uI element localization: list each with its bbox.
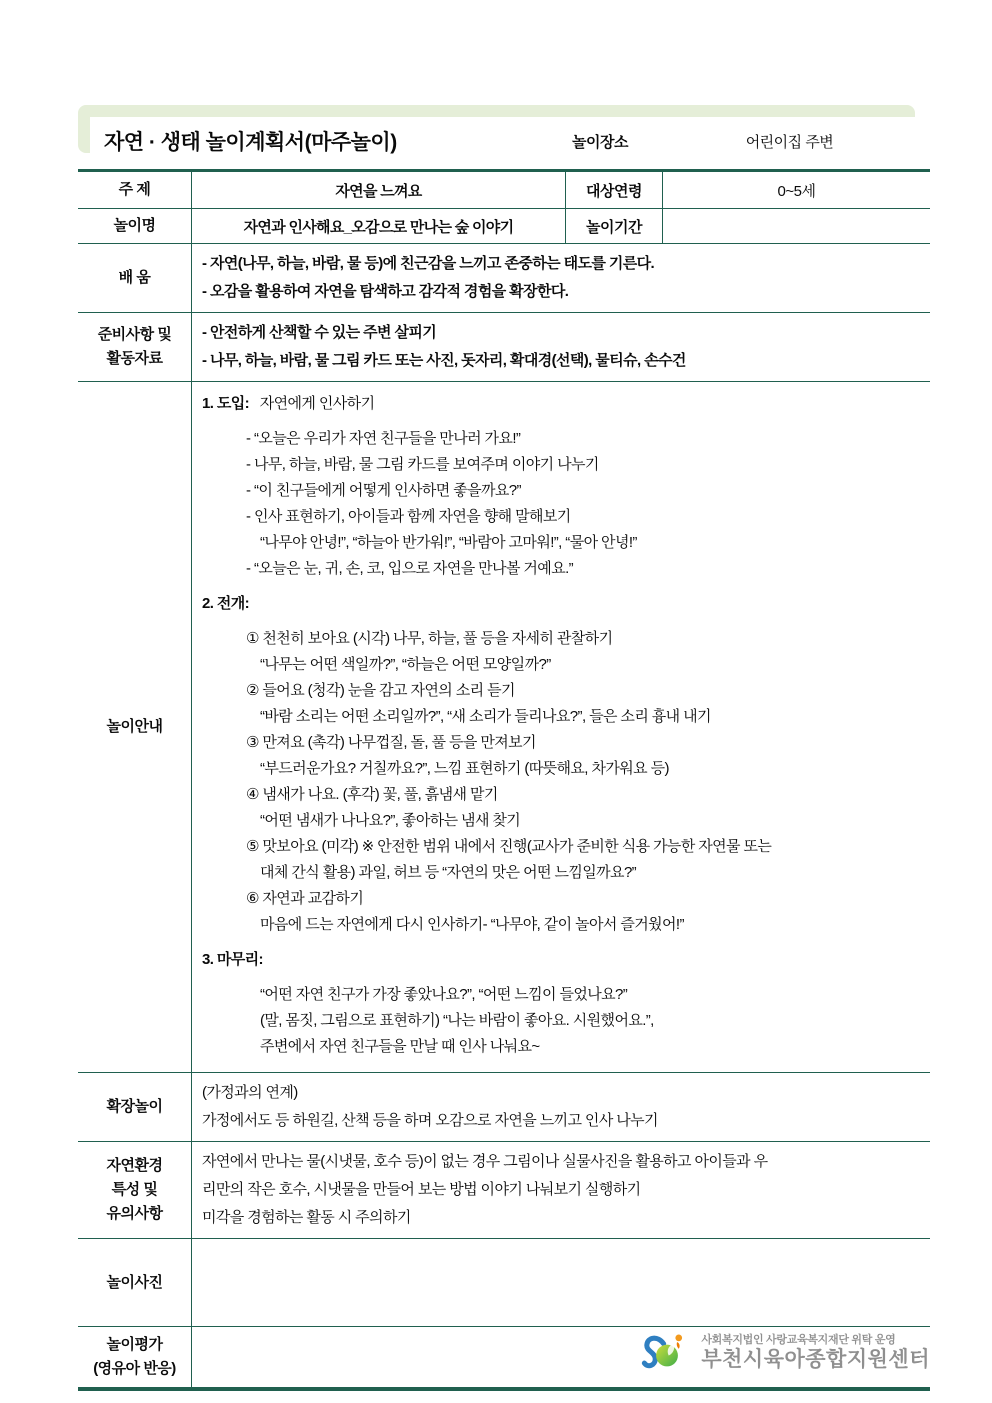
- subject-value: 자연을 느껴요: [335, 182, 422, 200]
- footer-org-note: 사회복지법인 사랑교육복지재단 위탁 운영: [701, 1333, 896, 1346]
- table-row-materials: [78, 313, 930, 382]
- table-row-extension: [78, 1073, 930, 1142]
- materials-content: [192, 313, 930, 381]
- text-line: - “오늘은 우리가 자연 친구들을 만나러 가요!”: [246, 430, 521, 447]
- age-label: 대상연령: [565, 172, 663, 208]
- text-line: ③ 만져요 (촉각) 나무껍질, 돌, 풀 등을 만져보기: [246, 734, 536, 751]
- text-line: “나무는 어떤 색일까?”, “하늘은 어떤 모양일까?”: [260, 656, 551, 673]
- extension-content: [192, 1073, 930, 1141]
- text-line: 마음에 드는 자연에게 다시 인사하기- “나무야, 같이 놀아서 즐거웠어!”: [260, 916, 684, 933]
- text-line: (말, 몸짓, 그림으로 표현하기) “나는 바람이 좋아요. 시원했어요.”,: [260, 1012, 654, 1029]
- text-line: “어떤 냄새가 나나요?”, 좋아하는 냄새 찾기: [260, 812, 521, 829]
- period-label: 놀이기간: [565, 209, 663, 243]
- table-row-photo: [78, 1239, 930, 1327]
- play-name-label: 놀이명: [78, 209, 192, 243]
- learning-label: 배 움: [78, 244, 192, 312]
- guide-content: [192, 382, 930, 1072]
- play-place-value: 어린이집 주변: [745, 133, 834, 151]
- text-line: (가정과의 연계): [202, 1084, 298, 1101]
- text-line: “나무야 안녕!”, “하늘아 반가워!”, “바람아 고마워!”, “물아 안녕!”: [260, 534, 637, 551]
- guide-label: 놀이안내: [78, 382, 192, 1072]
- text-line: “어떤 자연 친구가 가장 좋았나요?”, “어떤 느낌이 들었나요?”: [260, 986, 628, 1003]
- text-line: - 자연(나무, 하늘, 바람, 물 등)에 친근감을 느끼고 존중하는 태도를 기른다.: [202, 255, 655, 272]
- text-line: - 나무, 하늘, 바람, 물 그림 카드 또는 사진, 돗자리, 확대경(선택), 물티슈, 손수건: [202, 352, 686, 369]
- age-value: 0~5세: [777, 182, 816, 200]
- footer: [641, 1330, 930, 1376]
- page-title: 자연 · 생태 놀이계획서(마주놀이): [104, 131, 397, 154]
- evaluation-label: 놀이평가 (영유아 반응): [78, 1327, 192, 1387]
- period-value: [663, 209, 930, 243]
- subject-label: 주 제: [78, 172, 192, 208]
- text-line: ④ 냄새가 나요. (후각) 꽃, 풀, 흙냄새 맡기: [246, 786, 498, 803]
- text-line: 미각을 경험하는 활동 시 주의하기: [202, 1209, 411, 1226]
- text-line: - 안전하게 산책할 수 있는 주변 살피기: [202, 324, 437, 341]
- text-line: “부드러운가요? 거칠까요?”, 느낌 표현하기 (따뜻해요, 차가워요 등): [260, 760, 669, 777]
- footer-text: [701, 1334, 930, 1373]
- table-row-environment: [78, 1142, 930, 1239]
- photo-content: [192, 1239, 930, 1326]
- text-line: ② 들어요 (청각) 눈을 감고 자연의 소리 듣기: [246, 682, 515, 699]
- materials-label: 준비사항 및 활동자료: [78, 313, 192, 381]
- text-line: ⑥ 자연과 교감하기: [246, 890, 364, 907]
- text-line: 주변에서 자연 친구들을 만날 때 인사 나눠요~: [260, 1038, 540, 1055]
- text-line: 2. 전개:: [202, 595, 250, 612]
- environment-content: [192, 1142, 930, 1238]
- text-line: - “이 친구들에게 어떻게 인사하면 좋을까요?”: [246, 482, 521, 499]
- photo-label: 놀이사진: [78, 1239, 192, 1326]
- play-name-value: 자연과 인사해요_오감으로 만나는 숲 이야기: [243, 218, 514, 236]
- text-line: 대체 간식 활용) 과일, 허브 등 “자연의 맛은 어떤 느낌일까요?”: [260, 864, 637, 881]
- table-row-guide: [78, 382, 930, 1073]
- banner-title-row: [90, 117, 930, 165]
- header-banner: [78, 105, 930, 165]
- text-line: - “오늘은 눈, 귀, 손, 코, 입으로 자연을 만나볼 거예요.”: [246, 560, 574, 577]
- text-line: - 오감을 활용하여 자연을 탐색하고 감각적 경험을 확장한다.: [202, 283, 569, 300]
- plan-table: [78, 169, 930, 1391]
- text-line: 자연에서 만나는 물(시냇물, 호수 등)이 없는 경우 그림이나 실물사진을 활용하고 아이들과 우: [202, 1153, 768, 1170]
- play-place-label: 놀이장소: [572, 133, 628, 151]
- document-page: [78, 105, 930, 1391]
- text-line: “바람 소리는 어떤 소리일까?”, “새 소리가 들리나요?”, 들은 소리 흉내 내기: [260, 708, 711, 725]
- text-line: ⑤ 맛보아요 (미각) ※ 안전한 범위 내에서 진행(교사가 준비한 식용 가능한 자연물 또는: [246, 838, 772, 855]
- extension-label: 확장놀이: [78, 1073, 192, 1141]
- learning-content: [192, 244, 930, 312]
- table-row-learning: [78, 244, 930, 313]
- text-line: 가정에서도 등 하원길, 산책 등을 하며 오감으로 자연을 느끼고 인사 나누기: [202, 1112, 658, 1129]
- text-line: 3. 마무리:: [202, 951, 263, 968]
- center-logo-icon: [641, 1330, 693, 1376]
- text-line: 1. 도입: 자연에게 인사하기: [202, 395, 375, 412]
- footer-org-name: 부천시육아종합지원센터: [701, 1348, 930, 1372]
- text-line: - 인사 표현하기, 아이들과 함께 자연을 향해 말해보기: [246, 508, 571, 525]
- text-line: ① 천천히 보아요 (시각) 나무, 하늘, 풀 등을 자세히 관찰하기: [246, 630, 613, 647]
- table-row-subject: [78, 172, 930, 209]
- text-line: - 나무, 하늘, 바람, 물 그림 카드를 보여주며 이야기 나누기: [246, 456, 599, 473]
- environment-label: 자연환경 특성 및 유의사항: [78, 1142, 192, 1238]
- text-line: 리만의 작은 호수, 시냇물을 만들어 보는 방법 이야기 나눠보기 실행하기: [202, 1181, 641, 1198]
- table-row-play-name: [78, 209, 930, 244]
